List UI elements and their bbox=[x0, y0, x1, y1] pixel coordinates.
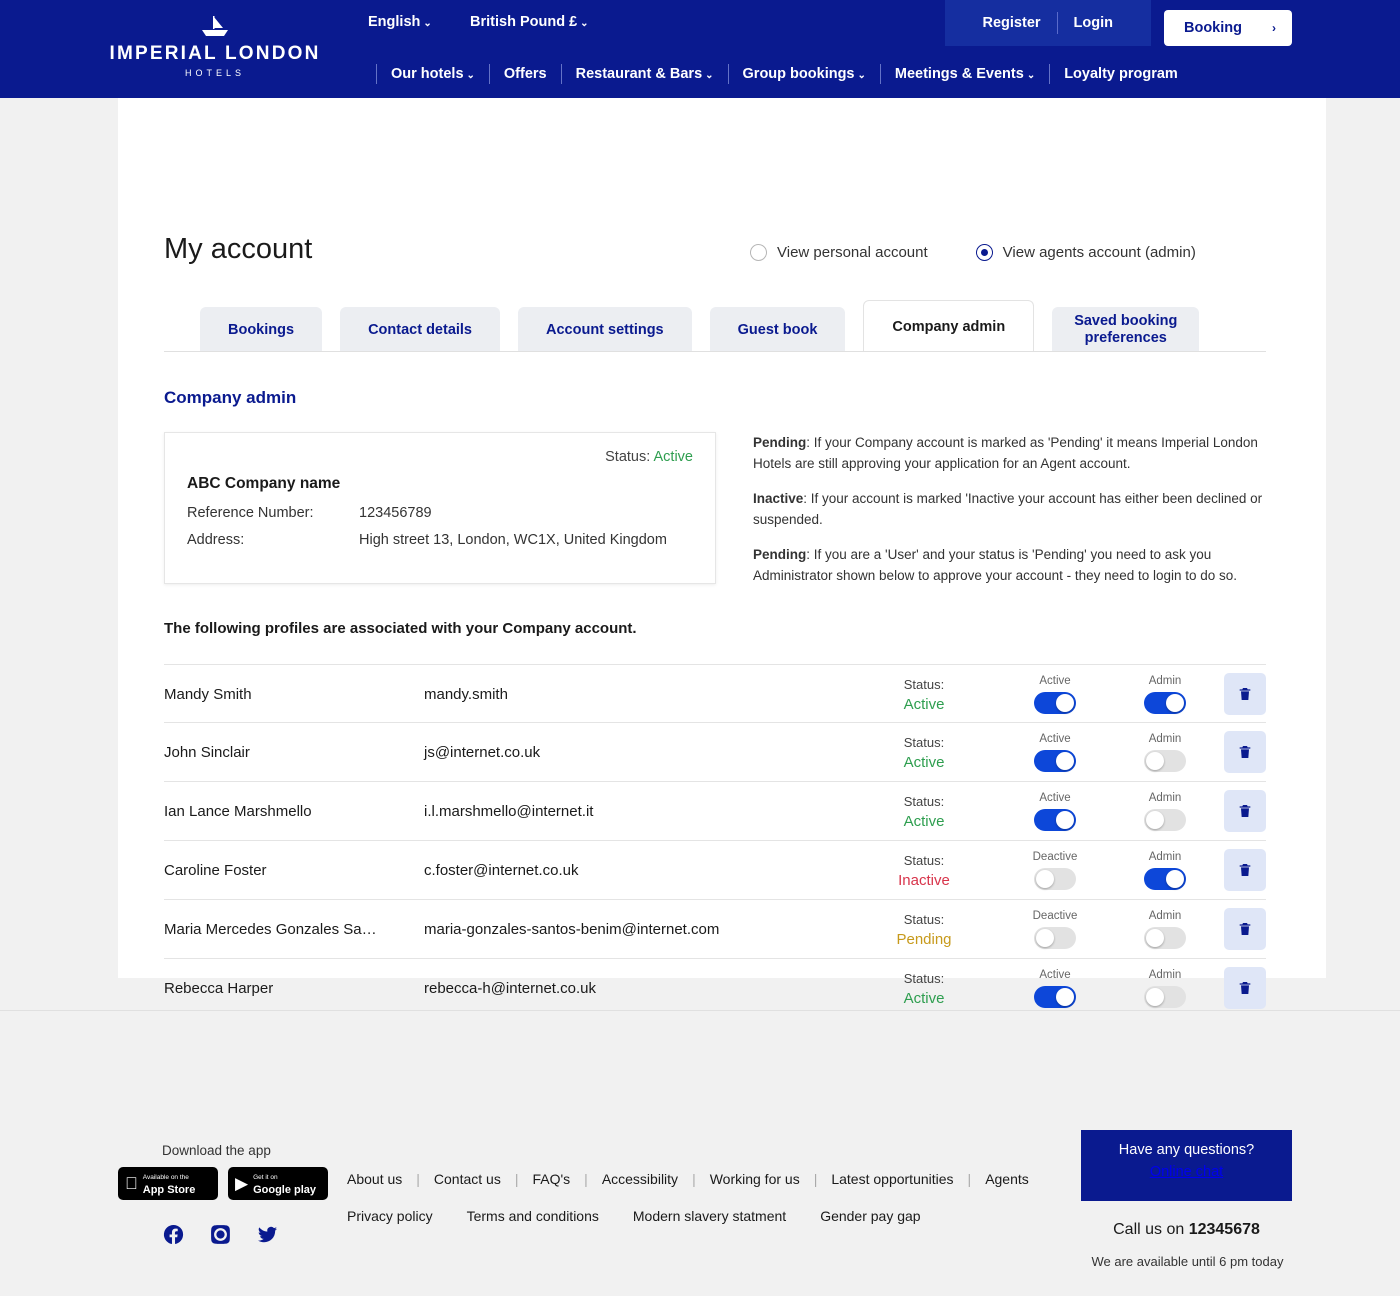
profile-status bbox=[844, 792, 1004, 831]
company-status-value: Active bbox=[653, 449, 693, 465]
delete-profile-button[interactable] bbox=[1224, 908, 1266, 950]
note-pending-company bbox=[753, 432, 1268, 474]
status-value: Active bbox=[903, 696, 945, 713]
admin-toggle[interactable] bbox=[1144, 868, 1186, 890]
phone-number: 12345678 bbox=[1188, 1221, 1260, 1238]
company-name: ABC Company name bbox=[187, 475, 341, 492]
page-title: My account bbox=[164, 233, 313, 265]
language-label: English bbox=[368, 14, 421, 30]
profile-status bbox=[844, 675, 1004, 714]
admin-toggle-group bbox=[1130, 675, 1200, 719]
tab-account-settings[interactable]: Account settings bbox=[518, 307, 692, 352]
admin-toggle-group bbox=[1130, 792, 1200, 836]
note-pending-user bbox=[753, 544, 1268, 586]
admin-toggle[interactable] bbox=[1144, 986, 1186, 1008]
active-toggle-group bbox=[1020, 910, 1090, 954]
trash-icon bbox=[1237, 686, 1253, 702]
address-value: High street 13, London, WC1X, United Kingdom bbox=[359, 532, 667, 548]
delete-profile-button[interactable] bbox=[1224, 849, 1266, 891]
footer-link-modern-slavery[interactable]: Modern slavery statment bbox=[632, 1208, 787, 1224]
chevron-down-icon: ⌄ bbox=[705, 70, 714, 81]
profile-name: Rebecca Harper bbox=[164, 980, 274, 997]
chevron-down-icon: ⌄ bbox=[466, 70, 475, 81]
tab-contact-details[interactable]: Contact details bbox=[340, 307, 500, 352]
active-toggle-label: Deactive bbox=[1032, 851, 1078, 863]
status-label: Status: bbox=[903, 794, 945, 809]
admin-toggle-label: Admin bbox=[1148, 851, 1182, 863]
admin-toggle-label: Admin bbox=[1148, 675, 1182, 687]
store-badges bbox=[118, 1167, 328, 1200]
chat-question: Have any questions? bbox=[1118, 1142, 1255, 1158]
footer-link-latest-opportunities[interactable]: Latest opportunities bbox=[831, 1171, 954, 1187]
table-row bbox=[164, 782, 1266, 841]
trash-icon bbox=[1237, 921, 1253, 937]
google-play-small: Get it on bbox=[253, 1173, 278, 1181]
status-label: Status: bbox=[903, 677, 945, 692]
status-value: Active bbox=[903, 813, 945, 830]
currency-selector[interactable] bbox=[470, 14, 589, 30]
note-text: : If your account is marked 'Inactive your account has either been declined or suspended. bbox=[753, 491, 1263, 527]
reference-label: Reference Number: bbox=[187, 505, 314, 521]
social-links bbox=[162, 1223, 279, 1246]
admin-toggle[interactable] bbox=[1144, 750, 1186, 772]
active-toggle-group bbox=[1020, 851, 1090, 895]
radio-icon[interactable] bbox=[750, 244, 767, 261]
associated-profiles-text: The following profiles are associated with your Company account. bbox=[164, 620, 637, 637]
status-value: Active bbox=[903, 754, 945, 771]
divider bbox=[1049, 64, 1050, 84]
logo-title: IMPERIAL LONDON bbox=[109, 43, 321, 64]
chevron-down-icon: ⌄ bbox=[423, 18, 432, 29]
account-view-toggle bbox=[750, 244, 1196, 261]
radio-label: View agents account (admin) bbox=[1002, 244, 1196, 261]
divider bbox=[489, 64, 490, 84]
footer-links-row-2 bbox=[347, 1208, 921, 1224]
status-value: Inactive bbox=[898, 872, 950, 889]
admin-toggle[interactable] bbox=[1144, 927, 1186, 949]
nav-label: Restaurant & Bars bbox=[575, 66, 703, 82]
table-row bbox=[164, 900, 1266, 959]
availability-line: We are available until 6 pm today bbox=[1091, 1254, 1284, 1269]
divider bbox=[376, 64, 377, 84]
nav-item-group-bookings[interactable] bbox=[743, 66, 866, 82]
toggle-knob bbox=[1056, 752, 1074, 770]
profile-username: rebecca-h@internet.co.uk bbox=[424, 980, 596, 997]
radio-icon-selected[interactable] bbox=[976, 244, 993, 261]
toggle-knob bbox=[1146, 929, 1164, 947]
admin-toggle-label: Admin bbox=[1148, 969, 1182, 981]
toggle-knob bbox=[1166, 870, 1184, 888]
active-toggle[interactable] bbox=[1034, 986, 1076, 1008]
google-play-button[interactable] bbox=[228, 1167, 328, 1200]
address-label: Address: bbox=[187, 532, 245, 548]
admin-toggle-group bbox=[1130, 851, 1200, 895]
toggle-knob bbox=[1056, 988, 1074, 1006]
profile-username: c.foster@internet.co.uk bbox=[424, 862, 579, 879]
note-text: : If your Company account is marked as 'Pending' it means Imperial London Hotels are still approving your application for an Agent account. bbox=[753, 435, 1258, 471]
nav-item-our-hotels[interactable] bbox=[391, 66, 475, 82]
active-toggle-group bbox=[1020, 969, 1090, 1013]
status-value: Active bbox=[903, 990, 945, 1007]
table-row bbox=[164, 664, 1266, 723]
toggle-knob bbox=[1056, 811, 1074, 829]
company-info-box bbox=[164, 432, 716, 584]
profile-username: js@internet.co.uk bbox=[424, 744, 541, 761]
profile-name: Ian Lance Marshmello bbox=[164, 803, 312, 820]
status-label: Status: bbox=[903, 735, 945, 750]
radio-personal-account[interactable] bbox=[750, 244, 928, 261]
footer-link-privacy-policy[interactable]: Privacy policy bbox=[347, 1208, 433, 1224]
active-toggle-label: Active bbox=[1039, 792, 1071, 804]
chevron-right-icon: › bbox=[1272, 21, 1276, 35]
active-toggle[interactable] bbox=[1034, 927, 1076, 949]
divider bbox=[880, 64, 881, 84]
divider bbox=[561, 64, 562, 84]
divider: | bbox=[967, 1171, 972, 1187]
active-toggle-label: Active bbox=[1039, 733, 1071, 745]
status-explanations bbox=[753, 432, 1268, 600]
company-status bbox=[605, 449, 693, 465]
admin-toggle[interactable] bbox=[1144, 692, 1186, 714]
profile-name: Caroline Foster bbox=[164, 862, 267, 879]
chevron-down-icon: ⌄ bbox=[857, 70, 866, 81]
admin-toggle-group bbox=[1130, 910, 1200, 954]
nav-label: Our hotels bbox=[391, 66, 464, 82]
tab-bookings[interactable]: Bookings bbox=[200, 307, 322, 352]
divider: | bbox=[584, 1171, 588, 1187]
profile-name: Maria Mercedes Gonzales Sa… bbox=[164, 921, 377, 938]
tab-underline bbox=[164, 351, 1266, 352]
profiles-table bbox=[164, 664, 1266, 1018]
delete-profile-button[interactable] bbox=[1224, 731, 1266, 773]
logo-subtitle: HOTELS bbox=[184, 68, 245, 78]
google-play-icon: ▶ bbox=[235, 1174, 249, 1193]
nav-item-offers[interactable]: Offers bbox=[503, 66, 547, 82]
toggle-knob bbox=[1056, 694, 1074, 712]
active-toggle[interactable] bbox=[1034, 692, 1076, 714]
trash-icon bbox=[1237, 862, 1253, 878]
profile-status bbox=[844, 733, 1004, 772]
app-store-button[interactable] bbox=[118, 1167, 218, 1200]
delete-profile-button[interactable] bbox=[1224, 673, 1266, 715]
delete-profile-button[interactable] bbox=[1224, 790, 1266, 832]
divider: | bbox=[514, 1171, 519, 1187]
footer-link-terms-and-conditions[interactable]: Terms and conditions bbox=[466, 1208, 599, 1224]
language-selector[interactable] bbox=[368, 14, 432, 30]
footer-link-about-us[interactable]: About us bbox=[347, 1171, 403, 1187]
active-toggle-group bbox=[1020, 675, 1090, 719]
profile-username: mandy.smith bbox=[424, 686, 508, 703]
company-reference bbox=[187, 505, 432, 521]
currency-label: British Pound £ bbox=[470, 14, 578, 30]
note-keyword: Pending bbox=[753, 435, 807, 450]
toggle-knob bbox=[1036, 870, 1054, 888]
call-prefix: Call us on bbox=[1113, 1221, 1189, 1238]
company-status-label: Status: bbox=[605, 449, 651, 465]
profile-username: i.l.marshmello@internet.it bbox=[424, 803, 594, 820]
note-inactive bbox=[753, 488, 1268, 530]
footer-link-gender-pay-gap[interactable]: Gender pay gap bbox=[820, 1208, 921, 1224]
company-address bbox=[187, 532, 667, 548]
site-header bbox=[0, 0, 1400, 98]
footer-link-agents[interactable]: Agents bbox=[985, 1171, 1029, 1187]
toggle-knob bbox=[1146, 752, 1164, 770]
twitter-icon[interactable] bbox=[256, 1223, 279, 1246]
active-toggle-label: Active bbox=[1039, 969, 1071, 981]
divider: | bbox=[813, 1171, 818, 1187]
radio-label: View personal account bbox=[777, 244, 928, 261]
admin-toggle-label: Admin bbox=[1148, 792, 1182, 804]
instagram-icon[interactable] bbox=[209, 1223, 232, 1246]
toggle-knob bbox=[1036, 929, 1054, 947]
profile-status bbox=[844, 969, 1004, 1008]
nav-label: Group bookings bbox=[742, 66, 855, 82]
account-tabs bbox=[200, 302, 1217, 352]
profile-status bbox=[844, 851, 1004, 890]
profile-status bbox=[844, 910, 1004, 949]
footer-links-row-1 bbox=[347, 1171, 1029, 1187]
status-label: Status: bbox=[903, 971, 945, 986]
profile-name: John Sinclair bbox=[164, 744, 250, 761]
nav-item-meetings-events[interactable] bbox=[895, 66, 1035, 82]
divider bbox=[728, 64, 729, 84]
delete-profile-button[interactable] bbox=[1224, 967, 1266, 1009]
active-toggle-label: Active bbox=[1039, 675, 1071, 687]
footer-link-contact-us[interactable]: Contact us bbox=[433, 1171, 501, 1187]
app-store-big: App Store bbox=[130, 1183, 183, 1196]
active-toggle-group bbox=[1020, 733, 1090, 777]
login-link[interactable]: Login bbox=[1073, 15, 1113, 31]
tab-saved-booking-preferences[interactable] bbox=[1052, 307, 1199, 352]
active-toggle-group bbox=[1020, 792, 1090, 836]
note-keyword: Inactive bbox=[753, 491, 804, 506]
profile-name: Mandy Smith bbox=[164, 686, 252, 703]
tab-label-line1: Saved booking bbox=[1074, 312, 1178, 329]
nav-item-loyalty-program[interactable]: Loyalty program bbox=[1064, 66, 1178, 82]
admin-toggle-group bbox=[1130, 733, 1200, 777]
online-chat-box[interactable] bbox=[1081, 1130, 1292, 1201]
divider: | bbox=[692, 1171, 696, 1187]
note-keyword: Pending bbox=[753, 547, 807, 562]
toggle-knob bbox=[1166, 694, 1184, 712]
booking-button[interactable] bbox=[1164, 10, 1292, 46]
page-body bbox=[0, 98, 1400, 1269]
app-store-small: Available on the bbox=[130, 1173, 177, 1181]
nav-label: Meetings & Events bbox=[894, 66, 1024, 82]
online-chat-link[interactable]: Online chat bbox=[1149, 1164, 1224, 1180]
chevron-down-icon: ⌄ bbox=[1026, 70, 1036, 81]
section-title: Company admin bbox=[164, 388, 297, 407]
trash-icon bbox=[1237, 803, 1253, 819]
profile-username: maria-gonzales-santos-benim@internet.com bbox=[424, 921, 720, 938]
admin-toggle-label: Admin bbox=[1148, 910, 1182, 922]
chevron-down-icon: ⌄ bbox=[580, 18, 589, 29]
table-row bbox=[164, 841, 1266, 900]
register-link[interactable]: Register bbox=[982, 15, 1041, 31]
footer-link-faqs[interactable]: FAQ's bbox=[532, 1171, 571, 1187]
footer-link-accessibility[interactable]: Accessibility bbox=[601, 1171, 679, 1187]
toggle-knob bbox=[1146, 811, 1164, 829]
download-app-label: Download the app bbox=[162, 1143, 271, 1158]
admin-toggle-label: Admin bbox=[1148, 733, 1182, 745]
toggle-knob bbox=[1146, 988, 1164, 1006]
active-toggle[interactable] bbox=[1034, 868, 1076, 890]
booking-button-label: Booking bbox=[1184, 20, 1242, 36]
divider: | bbox=[416, 1171, 420, 1187]
table-row bbox=[164, 723, 1266, 782]
active-toggle[interactable] bbox=[1034, 750, 1076, 772]
active-toggle-label: Deactive bbox=[1032, 910, 1078, 922]
footer-link-working-for-us[interactable]: Working for us bbox=[709, 1171, 800, 1187]
reference-value: 123456789 bbox=[359, 505, 432, 521]
radio-agents-account[interactable] bbox=[976, 244, 1196, 261]
status-label: Status: bbox=[903, 912, 945, 927]
nav-item-restaurant-bars[interactable] bbox=[576, 66, 714, 82]
status-label: Status: bbox=[903, 853, 945, 868]
trash-icon bbox=[1237, 744, 1253, 760]
admin-toggle[interactable] bbox=[1144, 809, 1186, 831]
note-text: : If you are a 'User' and your status is 'Pending' you need to ask you Administrator shown below to approve your account - they need to login to do so. bbox=[753, 547, 1238, 583]
main-navigation bbox=[362, 64, 1178, 84]
tab-company-admin[interactable]: Company admin bbox=[863, 300, 1034, 352]
status-value: Pending bbox=[896, 931, 952, 948]
google-play-big: Google play bbox=[253, 1183, 317, 1196]
active-toggle[interactable] bbox=[1034, 809, 1076, 831]
ship-icon bbox=[100, 16, 330, 41]
site-footer bbox=[0, 1010, 1400, 1296]
apple-icon bbox=[125, 1175, 138, 1192]
auth-buttons bbox=[945, 0, 1152, 46]
admin-toggle-group bbox=[1130, 969, 1200, 1013]
tab-guest-book[interactable]: Guest book bbox=[710, 307, 846, 352]
trash-icon bbox=[1237, 980, 1253, 996]
facebook-icon[interactable] bbox=[162, 1223, 185, 1246]
tab-label-line2: preferences bbox=[1084, 329, 1167, 346]
logo[interactable] bbox=[100, 16, 330, 78]
call-us-line bbox=[1081, 1221, 1292, 1239]
